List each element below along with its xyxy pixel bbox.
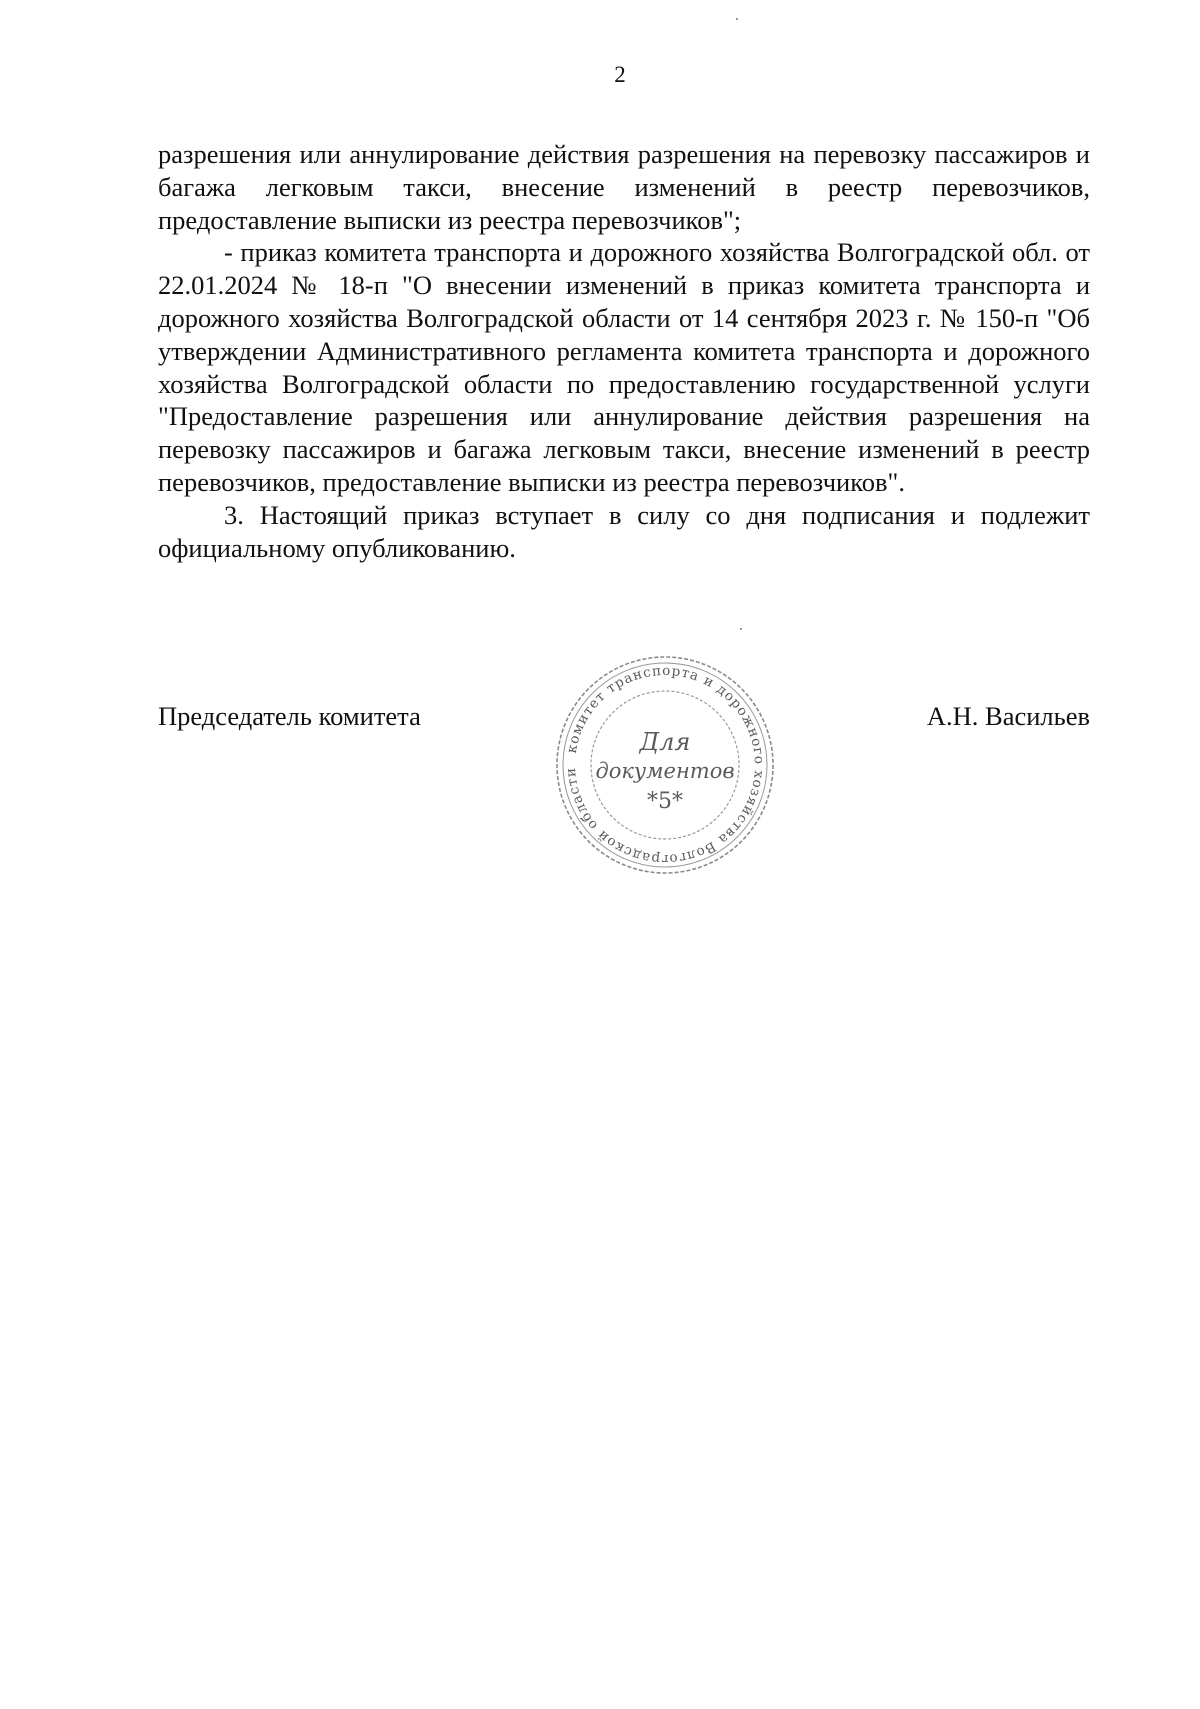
document-body xyxy=(158,138,1090,564)
stamp-outer-text: комитет транспорта и дорожного хозяйства Волгоградской области xyxy=(562,662,768,868)
page-number: 2 xyxy=(614,62,626,87)
stamp-center-line1: Для xyxy=(639,728,691,756)
paragraph-order-reference: - приказ комитета транспорта и дорожного хозяйства Волгоградской обл. от 22.01.2024 № 18-п "О внесении изменений в приказ комитета транспорта и дорожного хозяйства Волгоградской области от 14 сентября 2023 г. № 150-п "Об утверждении Административного регламента комитета транспорта и дорожного хозяйства Волгоградской области по предоставлению государственной услуги "Предоставление разрешения или аннулирование действия разрешения на перевозку пассажиров и багажа легковым такси, внесение изменений в реестр перевозчиков, предоставление выписки из реестра перевозчиков". xyxy=(158,237,1090,497)
stamp-center-number: *5* xyxy=(647,789,683,814)
scan-speck xyxy=(740,628,742,630)
paragraph-continuation: разрешения или аннулирование действия разрешения на перевозку пассажиров и багажа легковым такси, внесение изменений в реестр перевозчиков, предоставление выписки из реестра перевозчиков"; xyxy=(158,139,1090,235)
stamp-center-line2: документов xyxy=(595,759,735,783)
signature-role: Председатель комитета xyxy=(158,701,421,731)
scan-speck xyxy=(736,18,738,20)
paragraph-effective-date: 3. Настоящий приказ вступает в силу со дня подписания и подлежит официальному опубликованию. xyxy=(158,499,1090,563)
signatory-name: А.Н. Васильев xyxy=(926,701,1090,731)
official-stamp xyxy=(550,650,780,880)
